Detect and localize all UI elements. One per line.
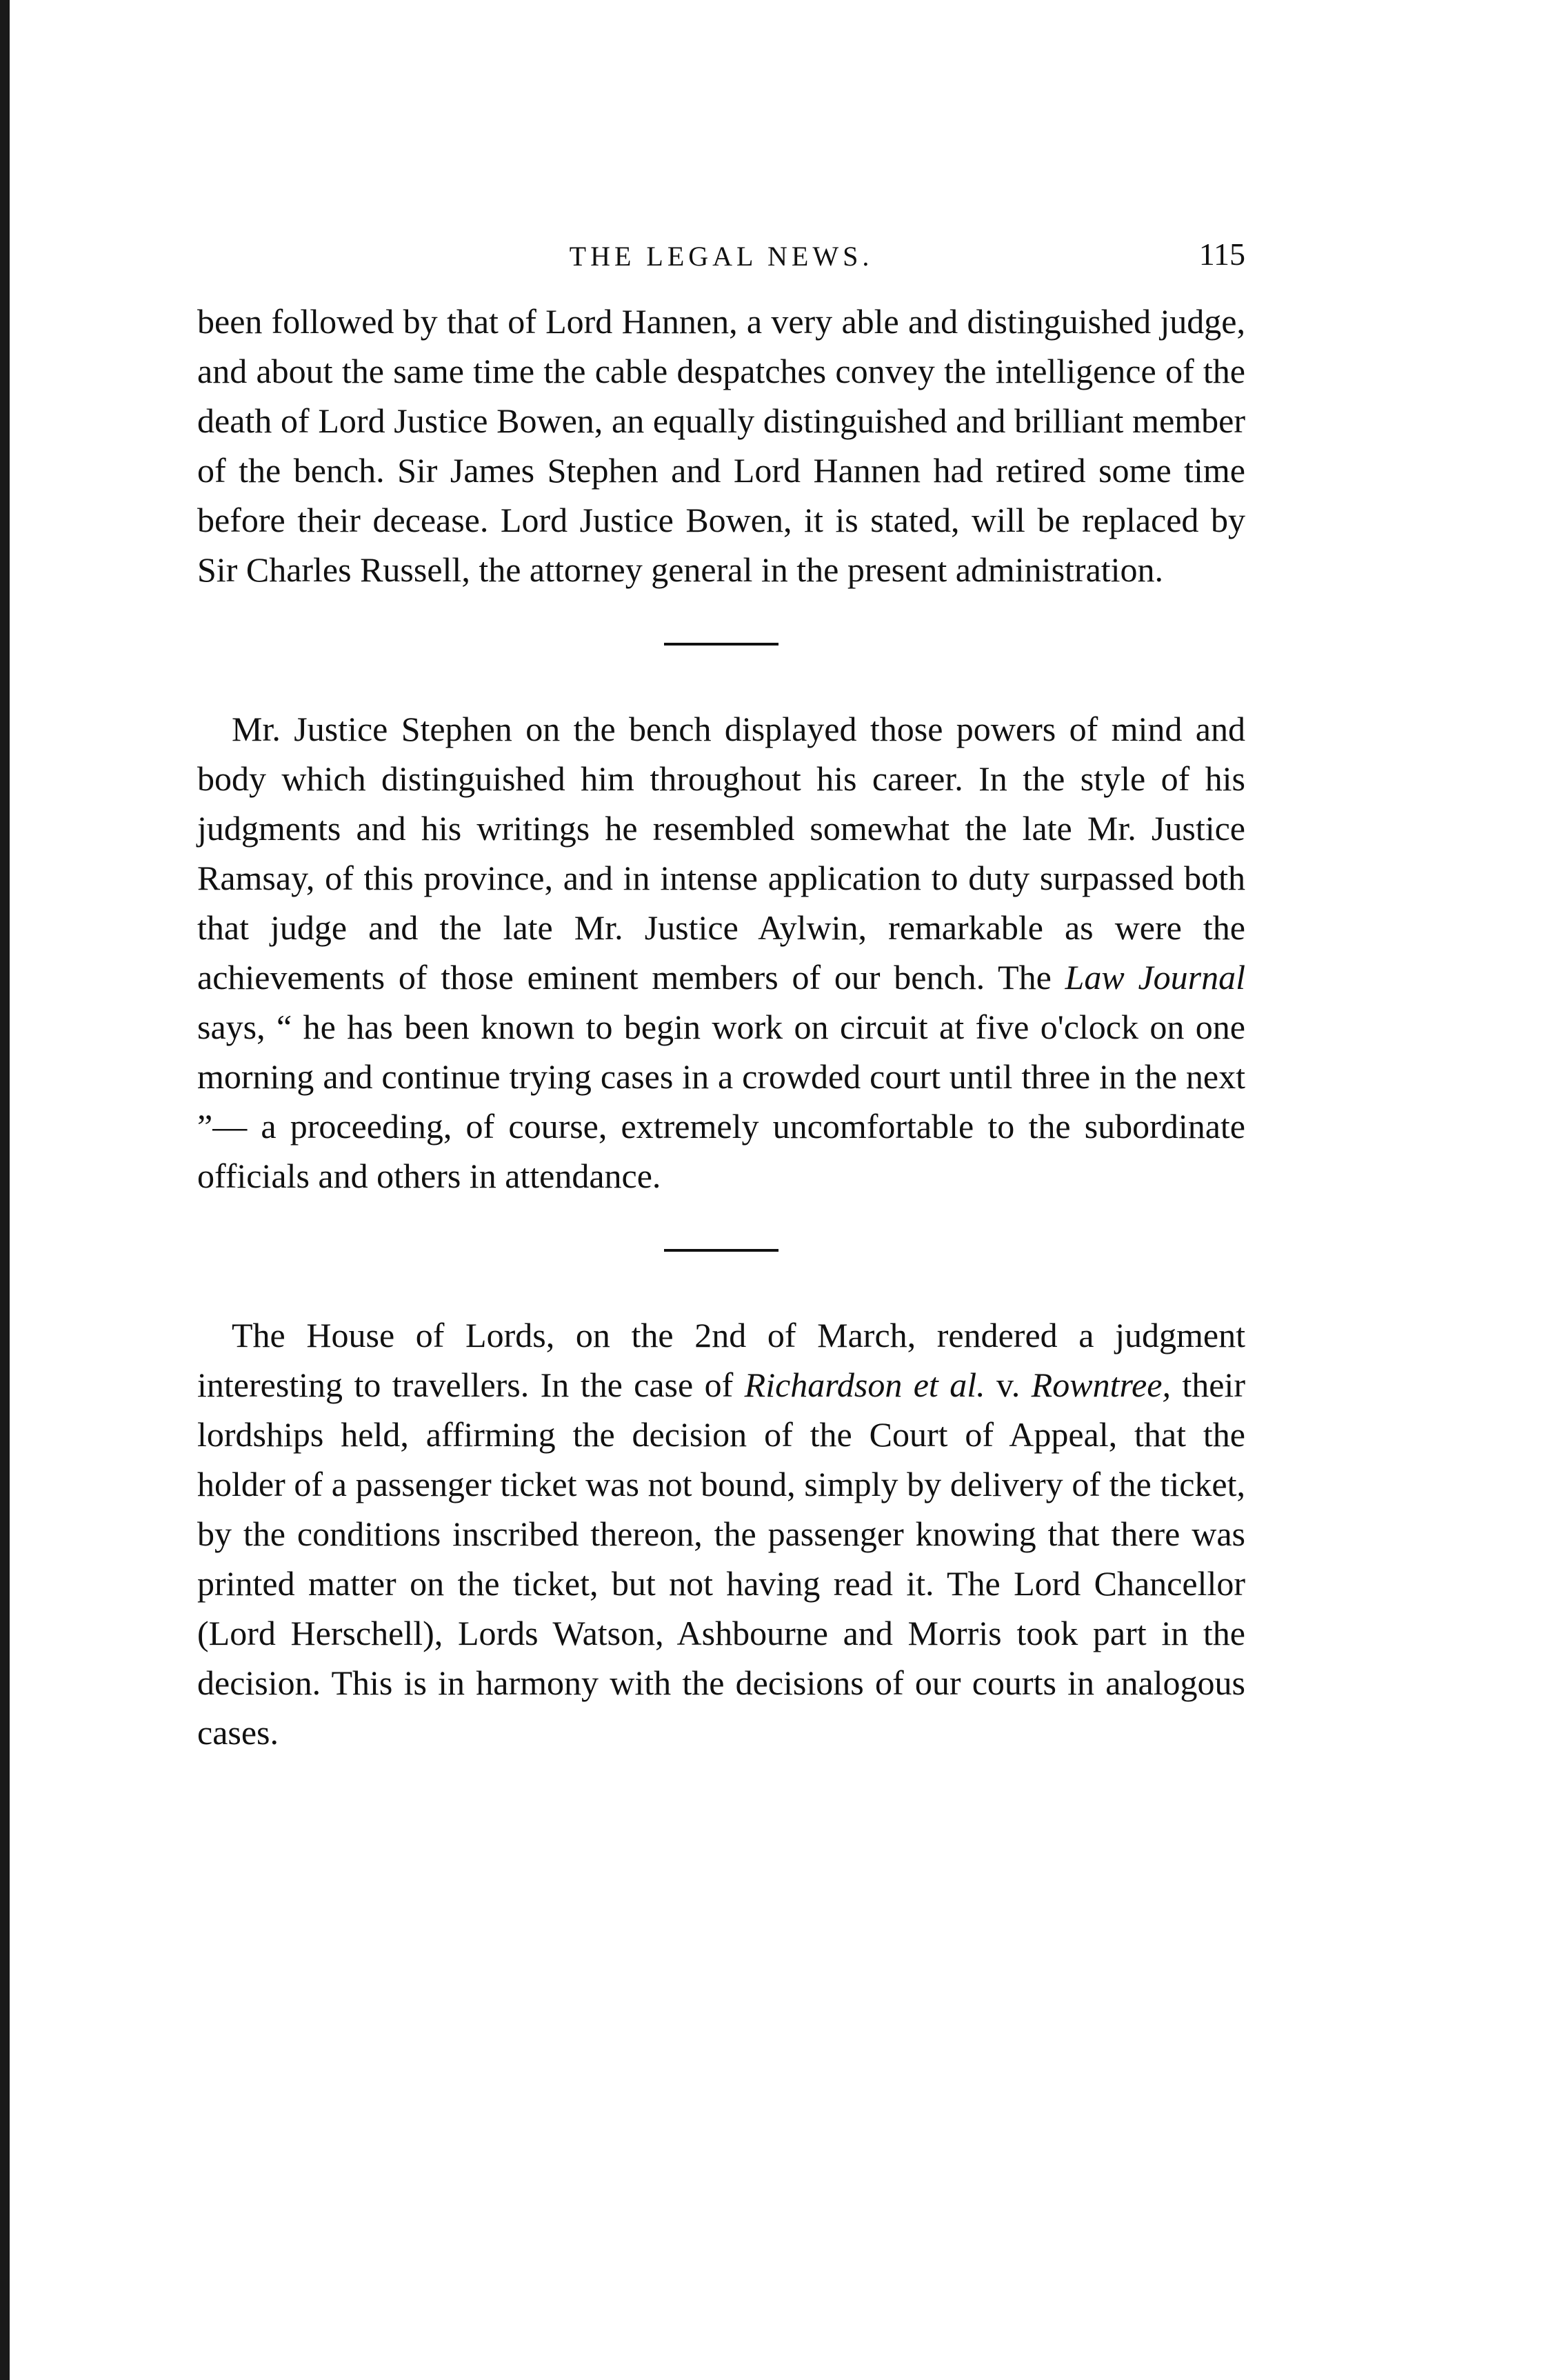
page-number: 115 [1198,237,1245,272]
section-divider-1 [664,643,778,646]
paragraph-1: been followed by that of Lord Hannen, a very able and distinguished judge, and about the same time the cable despatches convey the intelligence of the death of Lord Justice Bowen, an equally distinguished and brilliant member of the bench. Sir James Stephen and Lord Hannen had retired some time before their decease. Lord Justice Bowen, it is stated, will be replaced by Sir Charles Russell, the attorney general in the present administration. [197,302,1245,589]
paragraph-2-text-a: Mr. Justice Stephen on the bench displayed those powers of mind and body which distinguished him throughout his career. In the style of his judgments and his writings he resembled somewhat the late Mr. Justice Ramsay, of this province, and in intense application to duty surpassed both that judge and the late Mr. Justice Aylwin, remarkable as were the achievements of those eminent members of our bench. The [197,710,1245,997]
paragraph-2 [197,704,1245,1201]
section-divider-2 [664,1249,778,1252]
paragraph-2-italic-law-journal: Law Journal [1065,958,1245,997]
running-title: THE LEGAL NEWS. [569,241,874,272]
paragraph-3-text-c: their lordships held, affirming the decision of the Court of Appeal, that the holder of a passenger ticket was not bound, simply by delivery of the ticket, by the conditions inscribed thereon, the passenger knowing that there was printed matter on the ticket, but not having read it. The Lord Chancellor (Lord Herschell), Lords Watson, Ashbourne and Morris took part in the decision. This is in harmony with the decisions of our courts in analogous cases. [197,1366,1245,1752]
running-head [197,228,1245,283]
binding-edge [0,0,10,2380]
page [197,228,1245,1757]
paragraph-3-italic-case-name-1: Richardson et al. [744,1366,985,1404]
paragraph-3-italic-case-name-2: Rowntree, [1031,1366,1171,1404]
paragraph-3-text-a: The House of Lords, on the 2nd of March, rendered a judgment interesting to travellers. In the case of [197,1316,1245,1404]
paragraph-3-text-b: v. [985,1366,1032,1404]
paragraph-2-text-b: says, “ he has been known to begin work on circuit at five o'clock on one morning and continue trying cases in a crowded court until three in the next ”— a proceeding, of course, extremely uncomfortable to the subordinate officials and others in attendance. [197,1008,1245,1195]
paragraph-3 [197,1310,1245,1757]
